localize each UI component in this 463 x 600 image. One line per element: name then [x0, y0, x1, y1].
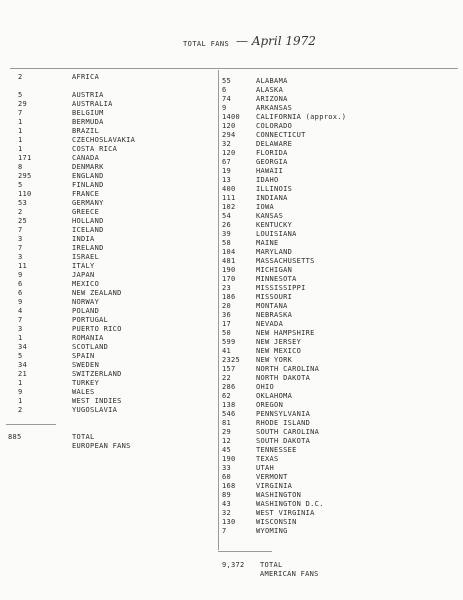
list-item [222, 194, 346, 203]
fan-count: 7 [222, 527, 227, 535]
list-item [222, 257, 346, 266]
american-total-label: TOTAL [260, 561, 283, 569]
list-item [18, 181, 135, 190]
european-total-label: TOTAL [72, 433, 95, 441]
fan-count: 5 [18, 181, 23, 189]
place-name: GERMANY [72, 199, 104, 207]
place-name: SWEDEN [72, 361, 100, 369]
place-name: SOUTH DAKOTA [256, 437, 311, 445]
place-name: KANSAS [256, 212, 284, 220]
fan-count: 74 [222, 95, 232, 103]
european-total [8, 433, 95, 442]
place-name: AFRICA [72, 73, 100, 81]
fan-count: 1400 [222, 113, 241, 121]
place-name: SWITZERLAND [72, 370, 122, 378]
fan-count: 170 [222, 275, 236, 283]
place-name: NEW ZEALAND [72, 289, 122, 297]
list-item [222, 464, 346, 473]
list-item [222, 149, 346, 158]
place-name: WISCONSIN [256, 518, 297, 526]
fan-count: 11 [18, 262, 28, 270]
place-name: GEORGIA [256, 158, 288, 166]
fan-count: 599 [222, 338, 236, 346]
list-item [222, 185, 346, 194]
european-total-label-2: EUROPEAN FANS [72, 442, 131, 450]
list-item [18, 406, 135, 415]
list-item [222, 284, 346, 293]
american-total-label-2: AMERICAN FANS [260, 570, 319, 578]
list-item [18, 307, 135, 316]
list-item [18, 361, 135, 370]
list-item [18, 352, 135, 361]
american-total [222, 561, 283, 570]
fan-count: 67 [222, 158, 232, 166]
list-item [18, 208, 135, 217]
fan-count: 1 [18, 145, 23, 153]
fan-count: 1 [18, 334, 23, 342]
fan-count: 29 [18, 100, 28, 108]
place-name: ENGLAND [72, 172, 104, 180]
place-name: ITALY [72, 262, 95, 270]
fan-count: 60 [222, 473, 232, 481]
fan-count: 110 [18, 190, 32, 198]
fan-count: 2325 [222, 356, 241, 364]
list-item [18, 82, 135, 91]
fan-count: 190 [222, 455, 236, 463]
fan-count: 23 [222, 284, 232, 292]
fan-count: 3 [18, 253, 23, 261]
place-name: MAINE [256, 239, 279, 247]
fan-count: 41 [222, 347, 232, 355]
place-name: MARYLAND [256, 248, 293, 256]
fan-count: 1 [18, 136, 23, 144]
list-item [222, 446, 346, 455]
place-name: PENNSYLVANIA [256, 410, 311, 418]
place-name: WASHINGTON [256, 491, 302, 499]
place-name: ICELAND [72, 226, 104, 234]
list-item [18, 271, 135, 280]
fan-count: 9 [18, 388, 23, 396]
list-item [18, 379, 135, 388]
fan-count: 39 [222, 230, 232, 238]
place-name: CONNECTICUT [256, 131, 306, 139]
list-item [18, 298, 135, 307]
place-name: VERMONT [256, 473, 288, 481]
list-item [222, 527, 346, 536]
list-item [222, 248, 346, 257]
list-item [18, 244, 135, 253]
list-item [18, 145, 135, 154]
list-item [18, 334, 135, 343]
place-name: INDIANA [256, 194, 288, 202]
list-item [222, 167, 346, 176]
fan-count: 8 [18, 163, 23, 171]
list-item [222, 275, 346, 284]
place-name: IRELAND [72, 244, 104, 252]
place-name: FINLAND [72, 181, 104, 189]
american-total-number: 9,372 [222, 561, 245, 569]
list-item [222, 230, 346, 239]
place-name: AUSTRALIA [72, 100, 113, 108]
fan-count: 6 [18, 280, 23, 288]
place-name: DELAWARE [256, 140, 293, 148]
fan-count: 32 [222, 509, 232, 517]
place-name: NORWAY [72, 298, 100, 306]
place-name: COLORADO [256, 122, 293, 130]
fan-count: 58 [222, 239, 232, 247]
list-item [18, 397, 135, 406]
list-item [222, 140, 346, 149]
place-name: OREGON [256, 401, 284, 409]
list-item [18, 226, 135, 235]
place-name: PUERTO RICO [72, 325, 122, 333]
place-name: AUSTRIA [72, 91, 104, 99]
list-item [222, 365, 346, 374]
place-name: NEVADA [256, 320, 284, 328]
place-name: TENNESSEE [256, 446, 297, 454]
fan-count: 13 [222, 176, 232, 184]
fan-count: 120 [222, 149, 236, 157]
fan-count: 25 [18, 217, 28, 225]
place-name: ARKANSAS [256, 104, 293, 112]
fan-count: 6 [18, 289, 23, 297]
fan-count: 29 [222, 428, 232, 436]
top-rule [10, 68, 458, 69]
place-name: BELGIUM [72, 109, 104, 117]
list-item [18, 91, 135, 100]
list-item [222, 455, 346, 464]
fan-count: 186 [222, 293, 236, 301]
place-name: NEW YORK [256, 356, 293, 364]
list-item [222, 500, 346, 509]
list-item [18, 190, 135, 199]
list-item [222, 176, 346, 185]
list-item [222, 356, 346, 365]
fan-count: 55 [222, 77, 232, 85]
page-title: TOTAL FANS [183, 40, 230, 48]
fan-count: 7 [18, 109, 23, 117]
place-name: COSTA RICA [72, 145, 118, 153]
list-item [222, 374, 346, 383]
fan-count: 19 [222, 167, 232, 175]
fan-count: 190 [222, 266, 236, 274]
place-name: ILLINOIS [256, 185, 293, 193]
fan-count: 9 [222, 104, 227, 112]
fan-count: 481 [222, 257, 236, 265]
place-name: RHODE ISLAND [256, 419, 311, 427]
fan-count: 1 [18, 379, 23, 387]
list-item [222, 122, 346, 131]
european-total-rule [6, 424, 56, 425]
fan-count: 295 [18, 172, 32, 180]
place-name: WEST INDIES [72, 397, 122, 405]
place-name: OKLAHOMA [256, 392, 293, 400]
list-item [222, 482, 346, 491]
fan-count: 9 [18, 271, 23, 279]
list-item [18, 127, 135, 136]
fan-count: 17 [222, 320, 232, 328]
place-name: NORTH CAROLINA [256, 365, 320, 373]
list-item [18, 100, 135, 109]
place-name: UTAH [256, 464, 275, 472]
place-name: MISSISSIPPI [256, 284, 306, 292]
fan-count: 2 [18, 208, 23, 216]
place-name: WASHINGTON D.C. [256, 500, 324, 508]
place-name: ROMANIA [72, 334, 104, 342]
place-name: VIRGINIA [256, 482, 293, 490]
list-item [222, 104, 346, 113]
list-item [222, 302, 346, 311]
place-name: NEW MEXICO [256, 347, 302, 355]
place-name: INDIA [72, 235, 95, 243]
list-item [18, 253, 135, 262]
fan-count: 1 [18, 127, 23, 135]
fan-count: 36 [222, 311, 232, 319]
place-name: HOLLAND [72, 217, 104, 225]
fan-count: 130 [222, 518, 236, 526]
list-item [222, 131, 346, 140]
place-name: JAPAN [72, 271, 95, 279]
fan-count: 43 [222, 500, 232, 508]
fan-count: 45 [222, 446, 232, 454]
fan-count: 3 [18, 235, 23, 243]
handwritten-date: — April 1972 [236, 34, 316, 48]
list-item [18, 109, 135, 118]
european-fans-list [18, 73, 135, 415]
fan-count: 62 [222, 392, 232, 400]
list-item [18, 280, 135, 289]
list-item [18, 370, 135, 379]
list-item [222, 338, 346, 347]
fan-count: 6 [222, 86, 227, 94]
list-item [222, 113, 346, 122]
place-name: MICHIGAN [256, 266, 293, 274]
list-item [222, 212, 346, 221]
place-name: MASSACHUSETTS [256, 257, 315, 265]
list-item [222, 437, 346, 446]
list-item [222, 221, 346, 230]
fan-count: 1 [18, 397, 23, 405]
list-item [222, 95, 346, 104]
fan-count: 7 [18, 226, 23, 234]
fan-count: 171 [18, 154, 32, 162]
fan-count: 286 [222, 383, 236, 391]
fan-count: 1 [18, 118, 23, 126]
fan-count: 104 [222, 248, 236, 256]
list-item [222, 311, 346, 320]
list-item [222, 158, 346, 167]
list-item [222, 293, 346, 302]
list-item [222, 77, 346, 86]
list-item [222, 86, 346, 95]
fan-count: 54 [222, 212, 232, 220]
list-item [18, 172, 135, 181]
place-name: NEBRASKA [256, 311, 293, 319]
american-fans-list [222, 77, 346, 536]
place-name: CALIFORNIA (approx.) [256, 113, 347, 121]
list-item [18, 118, 135, 127]
place-name: WALES [72, 388, 95, 396]
place-name: PORTUGAL [72, 316, 109, 324]
list-item [222, 239, 346, 248]
place-name: NORTH DAKOTA [256, 374, 311, 382]
place-name: WYOMING [256, 527, 288, 535]
list-item [18, 316, 135, 325]
list-item [222, 518, 346, 527]
fan-count: 3 [18, 325, 23, 333]
fan-count: 111 [222, 194, 236, 202]
place-name: POLAND [72, 307, 100, 315]
list-item [222, 266, 346, 275]
place-name: IDAHO [256, 176, 279, 184]
fan-count: 120 [222, 122, 236, 130]
fan-count: 21 [18, 370, 28, 378]
fan-count: 546 [222, 410, 236, 418]
place-name: TEXAS [256, 455, 279, 463]
fan-count: 138 [222, 401, 236, 409]
fan-count: 5 [18, 352, 23, 360]
fan-count: 50 [222, 329, 232, 337]
list-item [222, 509, 346, 518]
fan-count: 294 [222, 131, 236, 139]
fan-count: 168 [222, 482, 236, 490]
fan-count: 4 [18, 307, 23, 315]
list-item [18, 217, 135, 226]
list-item [18, 136, 135, 145]
list-item [222, 320, 346, 329]
place-name: FLORIDA [256, 149, 288, 157]
fan-count: 7 [18, 244, 23, 252]
place-name: BERMUDA [72, 118, 104, 126]
list-item [18, 325, 135, 334]
place-name: SPAIN [72, 352, 95, 360]
fan-count: 7 [18, 316, 23, 324]
fan-count: 2 [18, 73, 23, 81]
place-name: ISRAEL [72, 253, 100, 261]
fan-count: 2 [18, 406, 23, 414]
place-name: ALASKA [256, 86, 284, 94]
place-name: FRANCE [72, 190, 100, 198]
list-item [222, 401, 346, 410]
place-name: NEW HAMPSHIRE [256, 329, 315, 337]
place-name: OHIO [256, 383, 275, 391]
list-item [18, 199, 135, 208]
place-name: MINNESOTA [256, 275, 297, 283]
place-name: CZECHOSLAVAKIA [72, 136, 136, 144]
list-item [222, 419, 346, 428]
list-item [222, 347, 346, 356]
list-item [18, 73, 135, 82]
fan-count: 12 [222, 437, 232, 445]
list-item [18, 343, 135, 352]
place-name: CANADA [72, 154, 100, 162]
place-name: LOUISIANA [256, 230, 297, 238]
list-item [222, 428, 346, 437]
fan-count: 22 [222, 374, 232, 382]
list-item [222, 329, 346, 338]
list-item [18, 262, 135, 271]
list-item [222, 392, 346, 401]
place-name: YUGOSLAVIA [72, 406, 118, 414]
fan-count: 5 [18, 91, 23, 99]
place-name: ARIZONA [256, 95, 288, 103]
place-name: ALABAMA [256, 77, 288, 85]
european-total-number: 885 [8, 433, 22, 441]
place-name: MEXICO [72, 280, 100, 288]
fan-count: 34 [18, 343, 28, 351]
fan-count: 33 [222, 464, 232, 472]
list-item [18, 289, 135, 298]
fan-count: 157 [222, 365, 236, 373]
fan-count: 20 [222, 302, 232, 310]
place-name: WEST VIRGINIA [256, 509, 315, 517]
fan-count: 26 [222, 221, 232, 229]
list-item [222, 203, 346, 212]
place-name: TURKEY [72, 379, 100, 387]
fan-count: 32 [222, 140, 232, 148]
fan-count: 81 [222, 419, 232, 427]
list-item [222, 473, 346, 482]
place-name: SCOTLAND [72, 343, 109, 351]
fan-count: 53 [18, 199, 28, 207]
list-item [222, 410, 346, 419]
place-name: IOWA [256, 203, 275, 211]
list-item [18, 163, 135, 172]
fan-count: 102 [222, 203, 236, 211]
fan-count: 9 [18, 298, 23, 306]
place-name: GREECE [72, 208, 100, 216]
place-name: NEW JERSEY [256, 338, 302, 346]
american-total-rule [218, 551, 272, 552]
list-item [222, 383, 346, 392]
list-item [18, 235, 135, 244]
list-item [18, 154, 135, 163]
fan-count: 89 [222, 491, 232, 499]
fan-count: 400 [222, 185, 236, 193]
place-name: MISSOURI [256, 293, 293, 301]
place-name: SOUTH CAROLINA [256, 428, 320, 436]
list-item [18, 388, 135, 397]
place-name: HAWAII [256, 167, 284, 175]
column-divider [218, 70, 219, 550]
fan-count: 34 [18, 361, 28, 369]
list-item [222, 491, 346, 500]
place-name: BRAZIL [72, 127, 100, 135]
place-name: DENMARK [72, 163, 104, 171]
place-name: KENTUCKY [256, 221, 293, 229]
place-name: MONTANA [256, 302, 288, 310]
